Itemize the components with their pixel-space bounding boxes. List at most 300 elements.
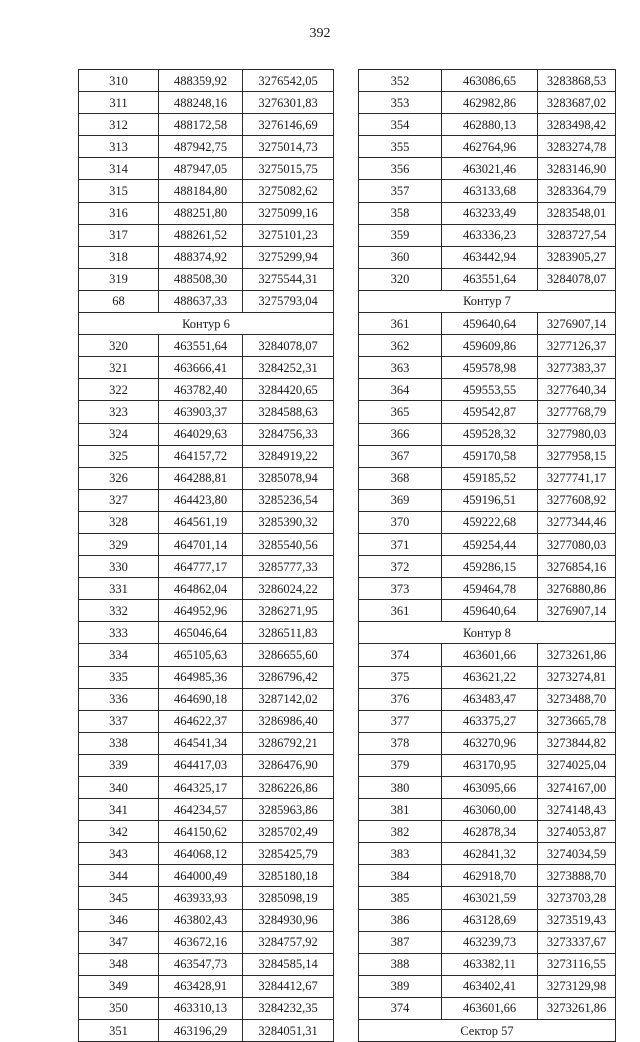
point-number: 372 <box>359 556 442 578</box>
table-row <box>79 975 334 997</box>
y-coordinate: 3285963,86 <box>243 799 334 821</box>
y-coordinate: 3273261,86 <box>538 644 616 666</box>
table-row <box>359 467 616 489</box>
point-number: 315 <box>79 180 159 202</box>
x-coordinate: 462982,86 <box>442 92 538 114</box>
x-coordinate: 488184,80 <box>159 180 243 202</box>
point-number: 339 <box>79 754 159 776</box>
table-row <box>359 688 616 710</box>
y-coordinate: 3277741,17 <box>538 467 616 489</box>
y-coordinate: 3275544,31 <box>243 268 334 290</box>
point-number: 317 <box>79 224 159 246</box>
table-row <box>359 710 616 732</box>
point-number: 316 <box>79 202 159 224</box>
y-coordinate: 3286792,21 <box>243 732 334 754</box>
table-row <box>79 114 334 136</box>
point-number: 368 <box>359 467 442 489</box>
x-coordinate: 487947,05 <box>159 158 243 180</box>
y-coordinate: 3284252,31 <box>243 357 334 379</box>
contour-header-row <box>79 313 334 335</box>
y-coordinate: 3273274,81 <box>538 666 616 688</box>
x-coordinate: 464288,81 <box>159 467 243 489</box>
x-coordinate: 459640,64 <box>442 600 538 622</box>
table-row <box>79 224 334 246</box>
table-row <box>359 92 616 114</box>
point-number: 384 <box>359 865 442 887</box>
point-number: 376 <box>359 688 442 710</box>
point-number: 328 <box>79 511 159 533</box>
y-coordinate: 3284585,14 <box>243 953 334 975</box>
table-row <box>359 666 616 688</box>
x-coordinate: 463170,95 <box>442 754 538 776</box>
table-row <box>79 202 334 224</box>
point-number: 347 <box>79 931 159 953</box>
point-number: 351 <box>79 1020 159 1042</box>
point-number: 330 <box>79 556 159 578</box>
y-coordinate: 3276880,86 <box>538 578 616 600</box>
point-number: 320 <box>359 268 442 290</box>
table-row <box>359 423 616 445</box>
x-coordinate: 464985,36 <box>159 666 243 688</box>
y-coordinate: 3277344,46 <box>538 511 616 533</box>
y-coordinate: 3274053,87 <box>538 821 616 843</box>
x-coordinate: 463483,47 <box>442 688 538 710</box>
point-number: 334 <box>79 644 159 666</box>
x-coordinate: 459196,51 <box>442 489 538 511</box>
table-row <box>79 622 334 644</box>
point-number: 362 <box>359 335 442 357</box>
point-number: 382 <box>359 821 442 843</box>
x-coordinate: 463672,16 <box>159 931 243 953</box>
y-coordinate: 3273844,82 <box>538 732 616 754</box>
page-number: 392 <box>309 26 331 41</box>
x-coordinate: 463375,27 <box>442 710 538 732</box>
y-coordinate: 3286511,83 <box>243 622 334 644</box>
point-number: 371 <box>359 533 442 555</box>
y-coordinate: 3277640,34 <box>538 379 616 401</box>
y-coordinate: 3285098,19 <box>243 887 334 909</box>
point-number: 374 <box>359 997 442 1019</box>
point-number: 358 <box>359 202 442 224</box>
x-coordinate: 463382,11 <box>442 953 538 975</box>
point-number: 363 <box>359 357 442 379</box>
contour-header-row <box>359 1020 616 1042</box>
point-number: 341 <box>79 799 159 821</box>
table-row <box>359 224 616 246</box>
table-row <box>359 644 616 666</box>
x-coordinate: 464777,17 <box>159 556 243 578</box>
y-coordinate: 3284757,92 <box>243 931 334 953</box>
table-row <box>359 931 616 953</box>
y-coordinate: 3284078,07 <box>538 268 616 290</box>
x-coordinate: 463128,69 <box>442 909 538 931</box>
point-number: 322 <box>79 379 159 401</box>
y-coordinate: 3275014,73 <box>243 136 334 158</box>
point-number: 346 <box>79 909 159 931</box>
table-row <box>359 578 616 600</box>
table-row <box>79 268 334 290</box>
table-row <box>79 489 334 511</box>
x-coordinate: 463060,00 <box>442 799 538 821</box>
point-number: 325 <box>79 445 159 467</box>
x-coordinate: 463086,65 <box>442 70 538 92</box>
table-row <box>79 136 334 158</box>
y-coordinate: 3277608,92 <box>538 489 616 511</box>
point-number: 313 <box>79 136 159 158</box>
y-coordinate: 3274148,43 <box>538 799 616 821</box>
table-row <box>79 578 334 600</box>
x-coordinate: 463933,93 <box>159 887 243 909</box>
point-number: 375 <box>359 666 442 688</box>
y-coordinate: 3283364,79 <box>538 180 616 202</box>
contour-title: Контур 8 <box>359 622 616 644</box>
point-number: 327 <box>79 489 159 511</box>
y-coordinate: 3274025,04 <box>538 754 616 776</box>
table-row <box>359 600 616 622</box>
table-row <box>79 158 334 180</box>
x-coordinate: 459640,64 <box>442 313 538 335</box>
x-coordinate: 459609,86 <box>442 335 538 357</box>
x-coordinate: 463601,66 <box>442 644 538 666</box>
y-coordinate: 3285236,54 <box>243 489 334 511</box>
y-coordinate: 3285390,32 <box>243 511 334 533</box>
y-coordinate: 3285777,33 <box>243 556 334 578</box>
table-row <box>79 92 334 114</box>
x-coordinate: 459553,55 <box>442 379 538 401</box>
point-number: 353 <box>359 92 442 114</box>
y-coordinate: 3286271,95 <box>243 600 334 622</box>
point-number: 369 <box>359 489 442 511</box>
point-number: 344 <box>79 865 159 887</box>
table-row <box>359 556 616 578</box>
table-row <box>359 202 616 224</box>
x-coordinate: 463021,46 <box>442 158 538 180</box>
table-row <box>79 843 334 865</box>
point-number: 370 <box>359 511 442 533</box>
point-number: 355 <box>359 136 442 158</box>
y-coordinate: 3276542,05 <box>243 70 334 92</box>
table-row <box>79 754 334 776</box>
point-number: 324 <box>79 423 159 445</box>
x-coordinate: 463133,68 <box>442 180 538 202</box>
x-coordinate: 463270,96 <box>442 732 538 754</box>
table-row <box>359 511 616 533</box>
y-coordinate: 3275101,23 <box>243 224 334 246</box>
table-row <box>359 158 616 180</box>
x-coordinate: 462841,32 <box>442 843 538 865</box>
table-row <box>79 644 334 666</box>
point-number: 389 <box>359 975 442 997</box>
y-coordinate: 3285425,79 <box>243 843 334 865</box>
table-row <box>79 777 334 799</box>
table-row <box>79 821 334 843</box>
coordinates-table-left <box>78 69 334 1042</box>
x-coordinate: 465105,63 <box>159 644 243 666</box>
table-row <box>359 180 616 202</box>
y-coordinate: 3277080,03 <box>538 533 616 555</box>
y-coordinate: 3286796,42 <box>243 666 334 688</box>
table-row <box>79 865 334 887</box>
table-row <box>359 246 616 268</box>
point-number: 381 <box>359 799 442 821</box>
table-row <box>359 533 616 555</box>
table-row <box>359 357 616 379</box>
y-coordinate: 3284930,96 <box>243 909 334 931</box>
table-row <box>359 909 616 931</box>
y-coordinate: 3286986,40 <box>243 710 334 732</box>
point-number: 378 <box>359 732 442 754</box>
y-coordinate: 3284756,33 <box>243 423 334 445</box>
table-row <box>359 997 616 1019</box>
x-coordinate: 463233,49 <box>442 202 538 224</box>
y-coordinate: 3284051,31 <box>243 1020 334 1042</box>
table-row <box>359 70 616 92</box>
y-coordinate: 3285078,94 <box>243 467 334 489</box>
point-number: 310 <box>79 70 159 92</box>
table-row <box>79 953 334 975</box>
x-coordinate: 464417,03 <box>159 754 243 776</box>
contour-header-row <box>359 622 616 644</box>
y-coordinate: 3277768,79 <box>538 401 616 423</box>
y-coordinate: 3284919,22 <box>243 445 334 467</box>
point-number: 379 <box>359 754 442 776</box>
x-coordinate: 463239,73 <box>442 931 538 953</box>
x-coordinate: 463547,73 <box>159 953 243 975</box>
table-row <box>359 313 616 335</box>
point-number: 318 <box>79 246 159 268</box>
point-number: 366 <box>359 423 442 445</box>
x-coordinate: 463601,66 <box>442 997 538 1019</box>
x-coordinate: 463442,94 <box>442 246 538 268</box>
y-coordinate: 3275099,16 <box>243 202 334 224</box>
y-coordinate: 3284078,07 <box>243 335 334 357</box>
x-coordinate: 463903,37 <box>159 401 243 423</box>
point-number: 386 <box>359 909 442 931</box>
y-coordinate: 3283868,53 <box>538 70 616 92</box>
table-row <box>79 887 334 909</box>
y-coordinate: 3276907,14 <box>538 313 616 335</box>
table-row <box>359 799 616 821</box>
y-coordinate: 3273888,70 <box>538 865 616 887</box>
point-number: 360 <box>359 246 442 268</box>
point-number: 311 <box>79 92 159 114</box>
x-coordinate: 464561,19 <box>159 511 243 533</box>
table-row <box>79 335 334 357</box>
point-number: 361 <box>359 600 442 622</box>
x-coordinate: 464701,14 <box>159 533 243 555</box>
y-coordinate: 3273261,86 <box>538 997 616 1019</box>
y-coordinate: 3286226,86 <box>243 777 334 799</box>
table-row <box>359 843 616 865</box>
table-row <box>79 600 334 622</box>
y-coordinate: 3274034,59 <box>538 843 616 865</box>
x-coordinate: 459464,78 <box>442 578 538 600</box>
y-coordinate: 3283498,42 <box>538 114 616 136</box>
point-number: 373 <box>359 578 442 600</box>
point-number: 377 <box>359 710 442 732</box>
y-coordinate: 3273488,70 <box>538 688 616 710</box>
y-coordinate: 3286655,60 <box>243 644 334 666</box>
table-row <box>79 445 334 467</box>
x-coordinate: 464157,72 <box>159 445 243 467</box>
table-row <box>359 754 616 776</box>
y-coordinate: 3283548,01 <box>538 202 616 224</box>
table-row <box>359 335 616 357</box>
x-coordinate: 463336,23 <box>442 224 538 246</box>
point-number: 359 <box>359 224 442 246</box>
y-coordinate: 3275082,62 <box>243 180 334 202</box>
y-coordinate: 3275793,04 <box>243 290 334 312</box>
y-coordinate: 3273116,55 <box>538 953 616 975</box>
point-number: 354 <box>359 114 442 136</box>
table-row <box>79 799 334 821</box>
point-number: 343 <box>79 843 159 865</box>
point-number: 333 <box>79 622 159 644</box>
point-number: 361 <box>359 313 442 335</box>
x-coordinate: 464862,04 <box>159 578 243 600</box>
x-coordinate: 464423,80 <box>159 489 243 511</box>
table-row <box>79 70 334 92</box>
x-coordinate: 464325,17 <box>159 777 243 799</box>
table-row <box>79 732 334 754</box>
x-coordinate: 488248,16 <box>159 92 243 114</box>
x-coordinate: 459185,52 <box>442 467 538 489</box>
point-number: 323 <box>79 401 159 423</box>
y-coordinate: 3277383,37 <box>538 357 616 379</box>
y-coordinate: 3285540,56 <box>243 533 334 555</box>
point-number: 320 <box>79 335 159 357</box>
point-number: 331 <box>79 578 159 600</box>
table-row <box>359 114 616 136</box>
point-number: 332 <box>79 600 159 622</box>
point-number: 357 <box>359 180 442 202</box>
table-row <box>359 268 616 290</box>
contour-title: Контур 7 <box>359 290 616 312</box>
y-coordinate: 3284412,67 <box>243 975 334 997</box>
contour-title: Сектор 57 <box>359 1020 616 1042</box>
point-number: 350 <box>79 997 159 1019</box>
y-coordinate: 3284588,63 <box>243 401 334 423</box>
point-number: 356 <box>359 158 442 180</box>
x-coordinate: 463095,66 <box>442 777 538 799</box>
point-number: 338 <box>79 732 159 754</box>
table-row <box>79 180 334 202</box>
y-coordinate: 3283727,54 <box>538 224 616 246</box>
point-number: 335 <box>79 666 159 688</box>
x-coordinate: 459578,98 <box>442 357 538 379</box>
x-coordinate: 459254,44 <box>442 533 538 555</box>
x-coordinate: 463666,41 <box>159 357 243 379</box>
point-number: 314 <box>79 158 159 180</box>
table-row <box>359 136 616 158</box>
y-coordinate: 3283905,27 <box>538 246 616 268</box>
x-coordinate: 464952,96 <box>159 600 243 622</box>
x-coordinate: 463782,40 <box>159 379 243 401</box>
table-row <box>79 467 334 489</box>
x-coordinate: 463310,13 <box>159 997 243 1019</box>
table-row <box>79 556 334 578</box>
x-coordinate: 464068,12 <box>159 843 243 865</box>
x-coordinate: 459170,58 <box>442 445 538 467</box>
point-number: 340 <box>79 777 159 799</box>
x-coordinate: 488251,80 <box>159 202 243 224</box>
point-number: 352 <box>359 70 442 92</box>
y-coordinate: 3283687,02 <box>538 92 616 114</box>
x-coordinate: 462878,34 <box>442 821 538 843</box>
x-coordinate: 464150,62 <box>159 821 243 843</box>
x-coordinate: 464622,37 <box>159 710 243 732</box>
x-coordinate: 464029,63 <box>159 423 243 445</box>
x-coordinate: 488374,92 <box>159 246 243 268</box>
x-coordinate: 487942,75 <box>159 136 243 158</box>
x-coordinate: 463621,22 <box>442 666 538 688</box>
point-number: 387 <box>359 931 442 953</box>
x-coordinate: 459286,15 <box>442 556 538 578</box>
x-coordinate: 459222,68 <box>442 511 538 533</box>
table-row <box>359 865 616 887</box>
x-coordinate: 459542,87 <box>442 401 538 423</box>
table-row <box>79 909 334 931</box>
point-number: 364 <box>359 379 442 401</box>
y-coordinate: 3273129,98 <box>538 975 616 997</box>
table-row <box>79 511 334 533</box>
x-coordinate: 463196,29 <box>159 1020 243 1042</box>
y-coordinate: 3273519,43 <box>538 909 616 931</box>
x-coordinate: 465046,64 <box>159 622 243 644</box>
table-row <box>79 379 334 401</box>
x-coordinate: 463428,91 <box>159 975 243 997</box>
y-coordinate: 3277126,37 <box>538 335 616 357</box>
table-row <box>359 887 616 909</box>
y-coordinate: 3283146,90 <box>538 158 616 180</box>
point-number: 342 <box>79 821 159 843</box>
y-coordinate: 3284232,35 <box>243 997 334 1019</box>
x-coordinate: 488172,58 <box>159 114 243 136</box>
point-number: 337 <box>79 710 159 732</box>
point-number: 365 <box>359 401 442 423</box>
y-coordinate: 3286024,22 <box>243 578 334 600</box>
y-coordinate: 3273337,67 <box>538 931 616 953</box>
y-coordinate: 3273703,28 <box>538 887 616 909</box>
x-coordinate: 463802,43 <box>159 909 243 931</box>
y-coordinate: 3275299,94 <box>243 246 334 268</box>
table-row <box>359 379 616 401</box>
table-row <box>79 1020 334 1042</box>
table-row <box>359 732 616 754</box>
point-number: 319 <box>79 268 159 290</box>
x-coordinate: 464541,34 <box>159 732 243 754</box>
x-coordinate: 488508,30 <box>159 268 243 290</box>
point-number: 336 <box>79 688 159 710</box>
contour-title: Контур 6 <box>79 313 334 335</box>
y-coordinate: 3286476,90 <box>243 754 334 776</box>
table-row <box>79 357 334 379</box>
table-row <box>359 445 616 467</box>
point-number: 326 <box>79 467 159 489</box>
point-number: 312 <box>79 114 159 136</box>
point-number: 329 <box>79 533 159 555</box>
table-row <box>359 777 616 799</box>
point-number: 374 <box>359 644 442 666</box>
y-coordinate: 3275015,75 <box>243 158 334 180</box>
x-coordinate: 463402,41 <box>442 975 538 997</box>
y-coordinate: 3287142,02 <box>243 688 334 710</box>
y-coordinate: 3284420,65 <box>243 379 334 401</box>
table-row <box>79 423 334 445</box>
x-coordinate: 462764,96 <box>442 136 538 158</box>
x-coordinate: 488359,92 <box>159 70 243 92</box>
table-row <box>79 666 334 688</box>
